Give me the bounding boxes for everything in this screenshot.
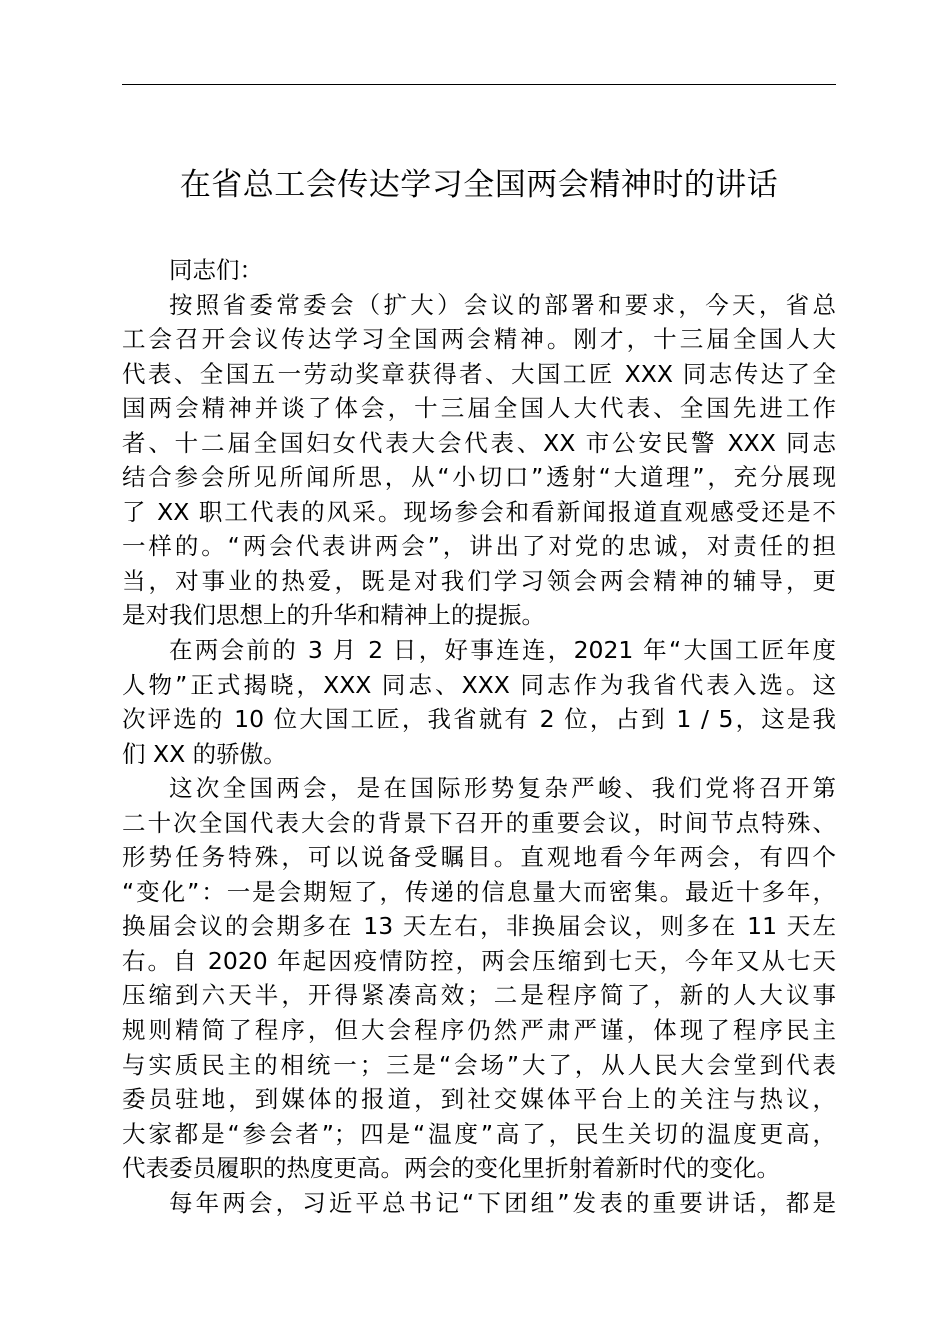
text-line: 这次全国两会，是在国际形势复杂严峻、我们党将召开第 [169, 774, 836, 803]
text-line: 代表委员履职的热度更高。两会的变化里折射着新时代的变化。 [122, 1154, 780, 1183]
text-line: 按照省委常委会（扩大）会议的部署和要求，今天，省总 [169, 290, 836, 319]
paragraph-4 [122, 1186, 836, 1221]
text-line: 委员驻地，到媒体的报道，到社交媒体平台上的关注与热议， [122, 1085, 836, 1114]
paragraph-3 [122, 771, 836, 1186]
paragraph-1 [122, 288, 836, 633]
text-line: 压缩到六天半，开得紧凑高效；二是程序简了，新的人大议事 [122, 981, 836, 1010]
text-line: 换届会议的会期多在 13 天左右，非换届会议，则多在 11 天左 [122, 912, 836, 941]
header-rule [122, 84, 836, 85]
text-line: 二十次全国代表大会的背景下召开的重要会议，时间节点特殊、 [122, 808, 836, 837]
text-line: 人物”正式揭晓，XXX 同志、XXX 同志作为我省代表入选。这 [122, 670, 836, 699]
text-line: 们 XX 的骄傲。 [122, 739, 287, 768]
text-line: 在两会前的 3 月 2 日，好事连连，2021 年“大国工匠年度 [169, 636, 836, 665]
document-title: 在省总工会传达学习全国两会精神时的讲话 [179, 167, 779, 203]
text-line: 了 XX 职工代表的风采。现场参会和看新闻报道直观感受还是不 [122, 497, 836, 526]
text-line: 每年两会，习近平总书记“下团组”发表的重要讲话，都是 [169, 1188, 836, 1217]
text-line: 是对我们思想上的升华和精神上的提振。 [122, 601, 545, 630]
text-line: 者、十二届全国妇女代表大会代表、XX 市公安民警 XXX 同志 [122, 428, 836, 457]
text-line: 与实质民主的相统一；三是“会场”大了，从人民大会堂到代表 [122, 1050, 836, 1079]
text-line: 规则精简了程序，但大会程序仍然严肃严谨，体现了程序民主 [122, 1016, 836, 1045]
text-line: 右。自 2020 年起因疫情防控，两会压缩到七天，今年又从七天 [122, 946, 836, 975]
text-line: 工会召开会议传达学习全国两会精神。刚才，十三届全国人大 [122, 325, 836, 354]
text-line: 代表、全国五一劳动奖章获得者、大国工匠 XXX 同志传达了全 [122, 359, 836, 388]
text-line: 一样的。“两会代表讲两会”，讲出了对党的忠诚，对责任的担 [122, 532, 836, 561]
paragraph-2 [122, 633, 836, 771]
text-line: 形势任务特殊，可以说备受瞩目。直观地看今年两会，有四个 [122, 843, 836, 872]
text-line: “变化”：一是会期短了，传递的信息量大而密集。最近十多年， [122, 877, 836, 906]
text-line: 次评选的 10 位大国工匠，我省就有 2 位，占到 1 / 5，这是我 [122, 705, 836, 734]
salutation: 同志们： [169, 256, 263, 284]
text-line: 结合参会所见所闻所思，从“小切口”透射“大道理”，充分展现 [122, 463, 836, 492]
text-line: 大家都是“参会者”；四是“温度”高了，民生关切的温度更高， [122, 1119, 836, 1148]
text-line: 当，对事业的热爱，既是对我们学习领会两会精神的辅导，更 [122, 566, 836, 595]
text-line: 国两会精神并谈了体会，十三届全国人大代表、全国先进工作 [122, 394, 836, 423]
document-body [122, 253, 836, 1220]
